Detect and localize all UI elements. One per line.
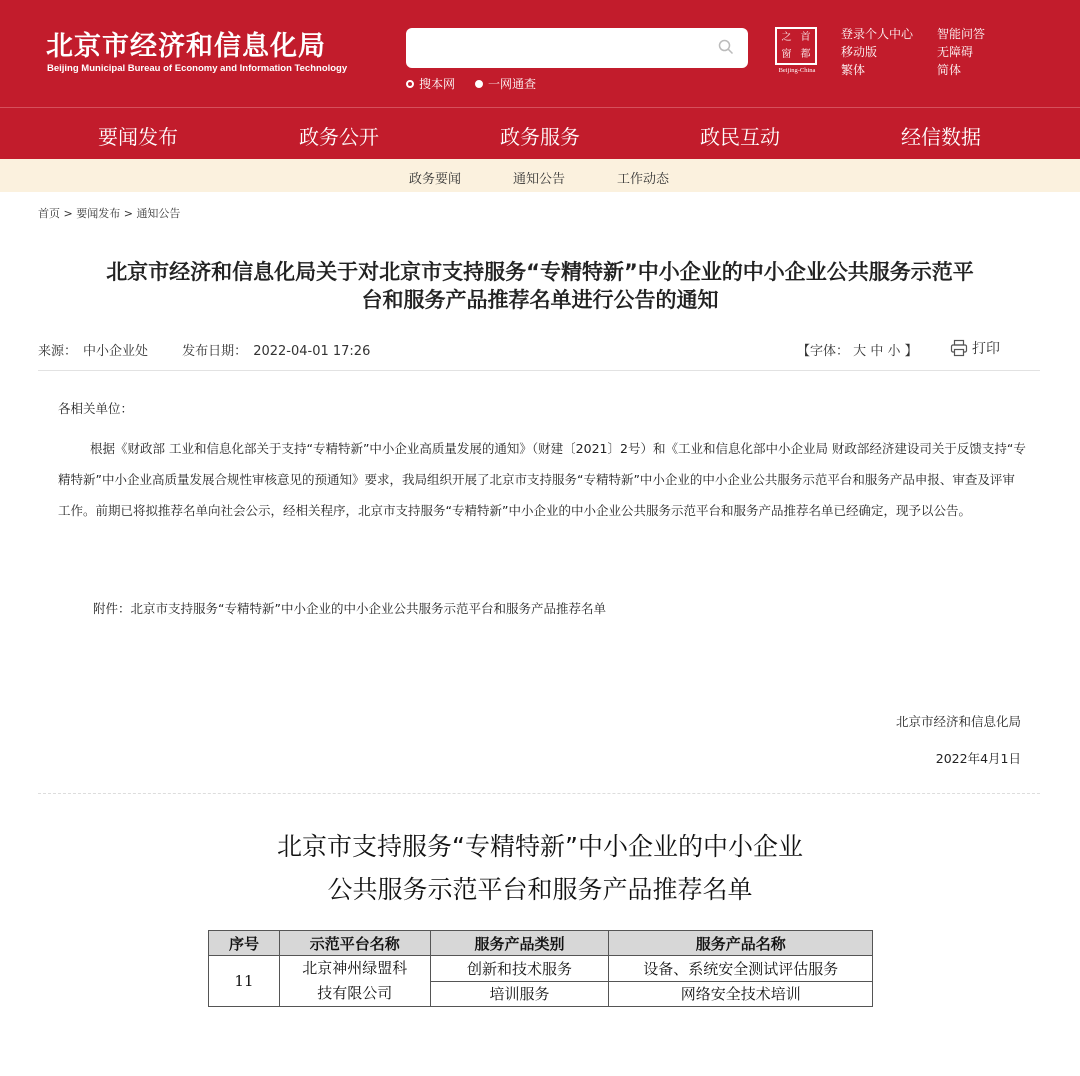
traditional-link[interactable]: 繁体 [841,63,866,77]
font-size-close: 】 [904,344,918,359]
column-header: 服务产品名称 [609,931,873,956]
date-value: 2022-04-01 17:26 [253,344,371,359]
login-link[interactable]: 登录个人中心 [841,27,914,41]
attachment-link[interactable]: 附件：北京市支持服务“专精特新”中小企业的中小企业公共服务示范平台和服务产品推荐名单 [93,601,606,616]
nav-item-data[interactable]: 经信数据 [901,125,981,149]
divider [38,370,1040,371]
nav-item-interaction[interactable]: 政民互动 [700,125,780,149]
site-logo-subtitle[interactable]: Beijing Municipal Bureau of Economy and Information Technology [47,63,348,74]
font-size-label: 【字体： [797,344,850,359]
breadcrumb-separator: > [63,207,73,220]
search-scope-site[interactable] [406,75,455,92]
publish-date [182,344,370,359]
print-button[interactable] [950,338,1000,358]
sub-nav [0,159,1080,192]
date-label: 发布日期： [182,344,248,359]
page-title [40,258,1040,314]
breadcrumb-news[interactable]: 要闻发布 [76,207,121,220]
column-header: 序号 [209,931,280,956]
nav-item-gov-open[interactable]: 政务公开 [299,125,379,149]
capital-window-seal[interactable] [775,27,819,75]
printer-icon [950,339,968,357]
print-label: 打印 [972,341,1000,357]
radio-icon [406,80,414,88]
salutation: 各相关单位： [58,401,134,416]
page-title-line: 北京市经济和信息化局关于对北京市支持服务“专精特新”中小企业的中小企业公共服务示范平 [106,260,974,284]
column-header: 服务产品类别 [430,931,609,956]
header-links [841,26,1017,78]
subnav-item-work-updates[interactable]: 工作动态 [617,172,670,187]
product-name: 设备、系统安全测试评估服务 [609,956,873,982]
breadcrumb-separator: > [123,207,133,220]
article-body: 根据《财政部 工业和信息化部关于支持“专精特新”中小企业高质量发展的通知》（财建〔2021〕2号）和《工业和信息化部中小企业局 财政部经济建设司关于反馈支持“专精特新”中小企业高质量发展合规性审核意见的预通知》要求，我局组织开展了北京市支持服务“专精特新”中小企业的中小企业公共服务示范平台和服务产品申报、审查及评审工作。前期已将拟推荐名单向社会公示，经相关程序，北京市支持服务“专精特新”中小企业的中小企业公共服务示范平台和服务产品推荐名单已经确定，现予以公告。 [58,441,1026,518]
signature-org: 北京市经济和信息化局 [895,714,1021,729]
divider [38,793,1040,794]
nav-item-gov-service[interactable]: 政务服务 [500,125,580,149]
column-header: 示范平台名称 [279,931,430,956]
article-meta [38,340,400,359]
site-header [0,0,1080,107]
row-number: 11 [209,956,280,1007]
subnav-item-gov-news[interactable]: 政务要闻 [409,172,462,187]
mobile-link[interactable]: 移动版 [841,45,878,59]
table-row [209,956,873,982]
source-info [38,344,148,359]
breadcrumb-home[interactable]: 首页 [38,207,60,220]
simplified-link[interactable]: 简体 [937,63,962,77]
search-scope-options [406,75,536,92]
platform-name-line: 北京神州绿盟科 [302,959,408,977]
font-size-large[interactable]: 大 [853,344,867,359]
accessibility-link[interactable]: 无障碍 [937,45,974,59]
seal-icon [775,27,817,65]
breadcrumb-notices[interactable]: 通知公告 [136,207,181,220]
signature-date: 2022年4月1日 [935,751,1021,766]
breadcrumb [38,205,180,221]
radio-selected-icon [475,80,483,88]
font-size-control [797,340,918,359]
platform-name-line: 技有限公司 [317,984,393,1002]
seal-char: 都 [800,49,811,60]
seal-caption: Beijing-China [778,67,816,74]
product-category: 培训服务 [430,981,609,1007]
search-input[interactable] [406,28,748,68]
seal-char: 窗 [781,49,792,60]
nav-item-news[interactable]: 要闻发布 [98,121,178,150]
page-title-line: 台和服务产品推荐名单进行公告的通知 [361,288,719,312]
subnav-item-notices[interactable]: 通知公告 [513,172,566,187]
source-label: 来源： [38,344,78,359]
smart-qa-link[interactable]: 智能问答 [937,27,986,41]
source-value: 中小企业处 [83,344,149,359]
site-logo-title[interactable]: 北京市经济和信息化局 [46,31,326,62]
seal-char: 之 [781,32,792,43]
recommendation-table [208,930,873,1007]
search-icon[interactable] [718,39,734,55]
main-nav [0,107,1080,159]
product-name: 网络安全技术培训 [609,981,873,1007]
list-title-line: 公共服务示范平台和服务产品推荐名单 [327,875,753,904]
font-size-medium[interactable]: 中 [870,344,884,359]
search-scope-all-label: 一网通查 [488,77,537,91]
platform-name [279,956,430,1007]
table-header-row [209,931,873,956]
list-title-line: 北京市支持服务“专精特新”中小企业的中小企业 [277,832,803,861]
product-category: 创新和技术服务 [430,956,609,982]
search-scope-site-label: 搜本网 [419,77,456,91]
font-size-small[interactable]: 小 [887,344,901,359]
seal-char: 首 [800,32,811,43]
search-scope-all[interactable] [475,75,536,92]
